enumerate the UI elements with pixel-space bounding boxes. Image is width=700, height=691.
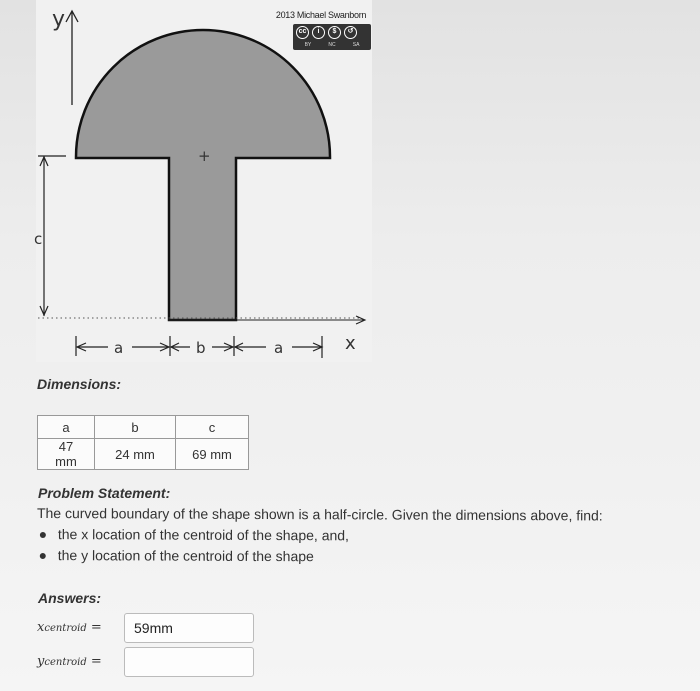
cc-license-badge <box>293 24 371 50</box>
problem-statement <box>37 505 697 571</box>
author-credit: 2013 Michael Swanborn <box>275 10 367 20</box>
bullet-x-centroid: the x location of the centroid of the shape, and, <box>37 526 697 545</box>
dim-a-left-label: a <box>114 339 124 357</box>
by-icon: i <box>312 26 325 39</box>
table-value-row <box>38 439 249 470</box>
header-b: b <box>95 416 176 439</box>
value-b: 24 mm <box>95 439 176 470</box>
x-subscript: centroid <box>44 623 87 634</box>
cc-by-text: BY <box>304 42 312 48</box>
table-header-row <box>38 416 249 439</box>
cc-icon: cc <box>296 26 309 39</box>
problem-bullets <box>37 526 697 566</box>
y-centroid-label <box>37 654 102 669</box>
y-symbol: y <box>37 654 45 669</box>
header-c: c <box>176 416 249 439</box>
dim-c-label: c <box>34 230 43 248</box>
value-c: 69 mm <box>176 439 249 470</box>
y-subscript: centroid <box>44 657 87 668</box>
bullet-y-centroid: the y location of the centroid of the shape <box>37 547 697 566</box>
sa-icon: ↺ <box>344 26 357 39</box>
dim-a-right-label: a <box>274 339 284 357</box>
answers-heading: Answers: <box>38 590 102 606</box>
x-centroid-input[interactable]: 59mm <box>124 613 254 643</box>
problem-text: The curved boundary of the shape shown is a half-circle. Given the dimensions above, find: <box>36 505 603 524</box>
x-centroid-label <box>37 620 102 635</box>
dimensions-table <box>37 415 249 470</box>
x-symbol: x <box>37 620 45 635</box>
y-equals: = <box>90 654 102 669</box>
dim-b-label: b <box>196 339 206 357</box>
centroid-marker: + <box>198 147 211 165</box>
header-a: a <box>38 416 95 439</box>
nc-icon: $ <box>328 26 341 39</box>
y-axis-label: y <box>52 7 66 32</box>
y-centroid-input[interactable] <box>124 647 254 677</box>
cc-nc-text: NC <box>328 42 336 48</box>
cc-sa-text: SA <box>352 42 360 48</box>
problem-heading: Problem Statement: <box>38 485 171 501</box>
x-axis-label: x <box>345 333 356 354</box>
dimensions-heading: Dimensions: <box>37 376 122 392</box>
value-a: 47 mm <box>38 439 95 470</box>
x-equals: = <box>90 620 102 635</box>
